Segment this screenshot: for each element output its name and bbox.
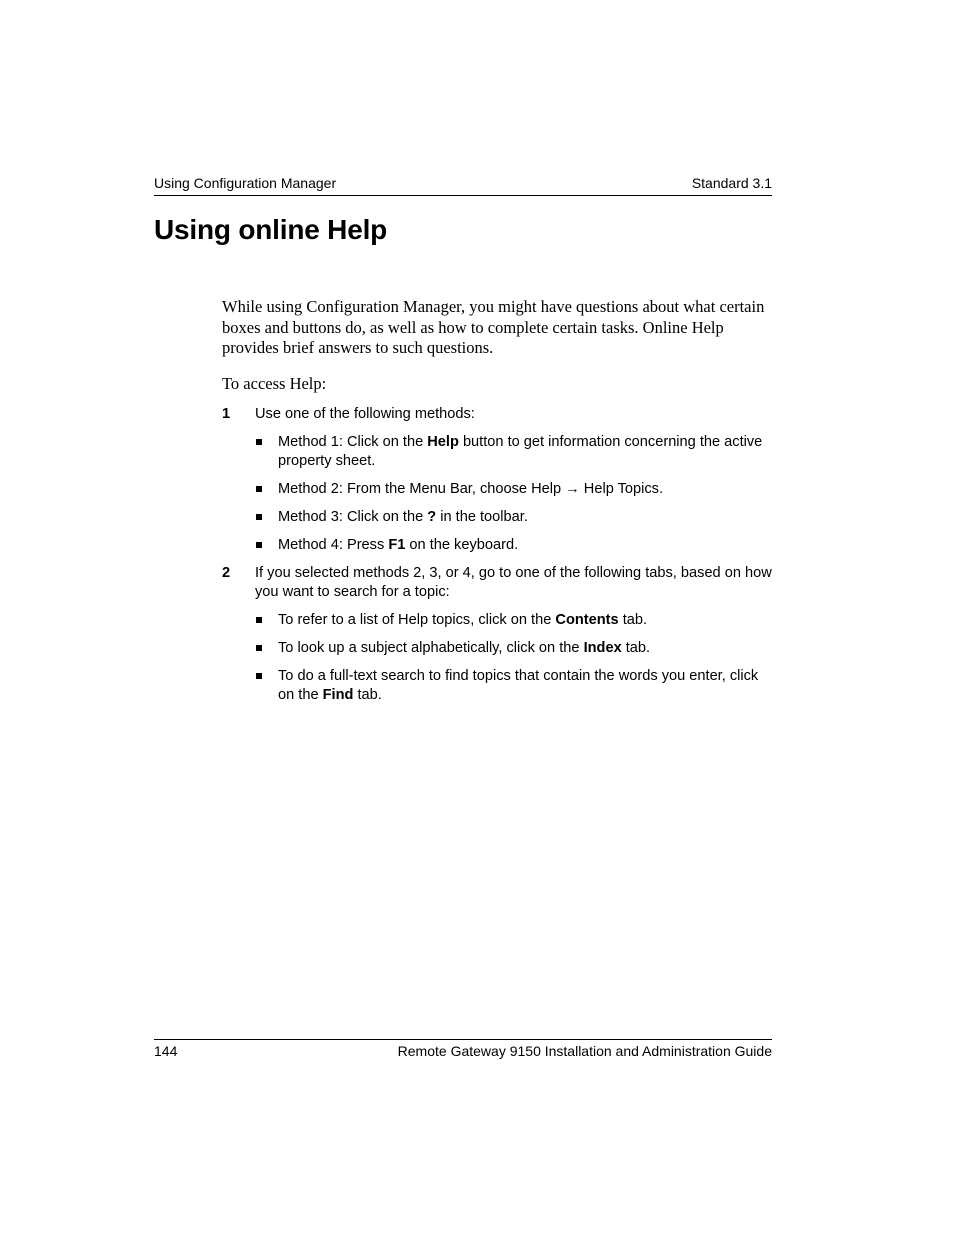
step-number: 1 [222, 406, 231, 422]
step-text: Use one of the following methods: [255, 406, 475, 422]
bullet-square-icon [256, 542, 262, 548]
header-section-title: Using Configuration Manager [154, 175, 337, 191]
page-title: Using online Help [154, 214, 388, 245]
running-header [154, 175, 772, 196]
list-item-text: To do a full-text search to find topics that contain the words you enter, click on the Find tab. [278, 668, 759, 703]
bullet-square-icon [256, 673, 262, 679]
header-version: Standard 3.1 [691, 175, 772, 191]
list-item-text: Method 1: Click on the Help button to get information concerning the active property sheet. [278, 434, 763, 469]
step-text: If you selected methods 2, 3, or 4, go to one of the following tabs, based on how you want to search for a topic: [255, 565, 772, 600]
bullet-square-icon [256, 617, 262, 623]
list-item-text: To look up a subject alphabetically, click on the Index tab. [278, 640, 651, 656]
page-number: 144 [154, 1043, 178, 1059]
list-item-text: Method 2: From the Menu Bar, choose Help → Help Topics. [278, 481, 664, 497]
footer-guide-title: Remote Gateway 9150 Installation and Administration Guide [397, 1043, 772, 1059]
step-number: 2 [222, 565, 231, 581]
bullet-square-icon [256, 486, 262, 492]
running-footer [154, 1039, 772, 1059]
list-item-text: To refer to a list of Help topics, click on the Contents tab. [278, 612, 648, 628]
bullet-square-icon [256, 514, 262, 520]
bullet-square-icon [256, 439, 262, 445]
list-item-text: Method 3: Click on the ? in the toolbar. [278, 509, 528, 525]
intro-paragraph: While using Configuration Manager, you might have questions about what certain boxes and buttons do, as well as how to complete certain tasks. Online Help provides brief answers to such questions. [222, 297, 765, 357]
list-item-text: Method 4: Press F1 on the keyboard. [278, 537, 519, 553]
bullet-square-icon [256, 645, 262, 651]
access-help-lead: To access Help: [222, 374, 327, 393]
